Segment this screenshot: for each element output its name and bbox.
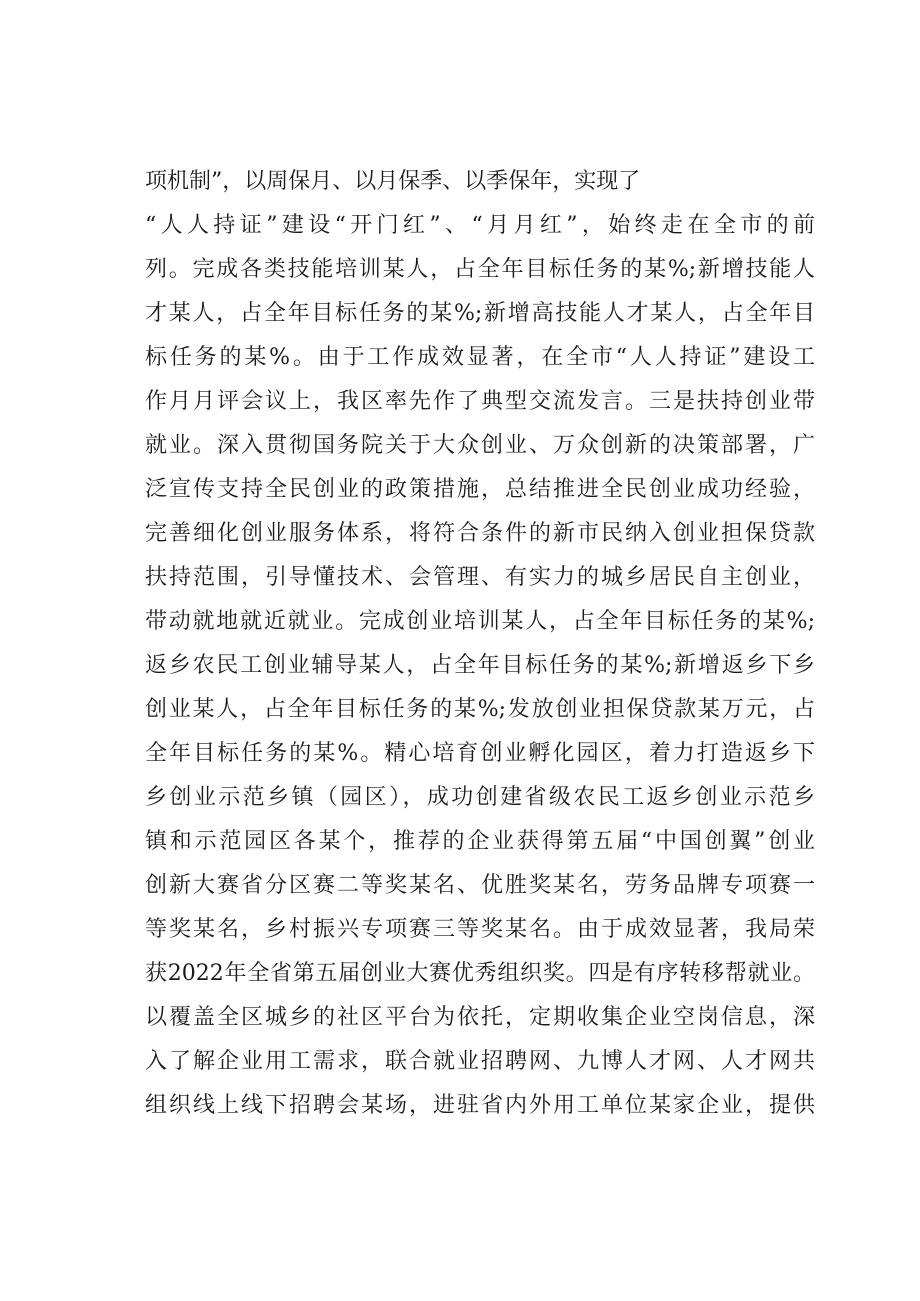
text-line: 乡创业示范乡镇（园区），成功创建省级农民工返乡创业示范乡 [145, 785, 815, 810]
text-line: 创新大赛省分区赛二等奖某名、优胜奖某名，劳务品牌专项赛一 [145, 873, 815, 898]
text-line: 以覆盖全区城乡的社区平台为依托，定期收集企业空岗信息，深 [145, 1005, 815, 1030]
text-line: 带动就地就近就业。完成创业培训某人，占全年目标任务的某%; [145, 609, 815, 634]
body-text [145, 160, 815, 1128]
text-line: 列。完成各类技能培训某人，占全年目标任务的某%;新增技能人 [145, 257, 815, 282]
text-line: 全年目标任务的某%。精心培育创业孵化园区，着力打造返乡下 [145, 741, 815, 766]
text-line: 返乡农民工创业辅导某人，占全年目标任务的某%;新增返乡下乡 [145, 653, 815, 678]
text-line: 镇和示范园区各某个，推荐的企业获得第五届“中国创翼”创业 [145, 829, 815, 854]
text-line: 就业。深入贯彻国务院关于大众创业、万众创新的决策部署，广 [145, 433, 815, 458]
text-line: 入了解企业用工需求，联合就业招聘网、九博人才网、人才网共 [145, 1049, 815, 1074]
text-line: “人人持证”建设“开门红”、“月月红”，始终走在全市的前 [145, 213, 815, 238]
text-line: 标任务的某%。由于工作成效显著，在全市“人人持证”建设工 [145, 345, 815, 370]
text-line: 获2022年全省第五届创业大赛优秀组织奖。四是有序转移帮就业。 [145, 961, 815, 986]
text-line: 等奖某名，乡村振兴专项赛三等奖某名。由于成效显著，我局荣 [145, 917, 815, 942]
text-line: 完善细化创业服务体系，将符合条件的新市民纳入创业担保贷款 [145, 521, 815, 546]
text-line: 才某人，占全年目标任务的某%;新增高技能人才某人，占全年目 [145, 301, 815, 326]
text-line: 泛宣传支持全民创业的政策措施，总结推进全民创业成功经验， [145, 477, 815, 502]
text-line: 组织线上线下招聘会某场，进驻省内外用工单位某家企业，提供 [145, 1093, 815, 1118]
text-line: 创业某人，占全年目标任务的某%;发放创业担保贷款某万元，占 [145, 697, 815, 722]
text-line: 作月月评会议上，我区率先作了典型交流发言。三是扶持创业带 [145, 389, 815, 414]
text-line: 扶持范围，引导懂技术、会管理、有实力的城乡居民自主创业， [145, 565, 815, 590]
text-line: 项机制”，以周保月、以月保季、以季保年，实现了 [145, 169, 641, 194]
